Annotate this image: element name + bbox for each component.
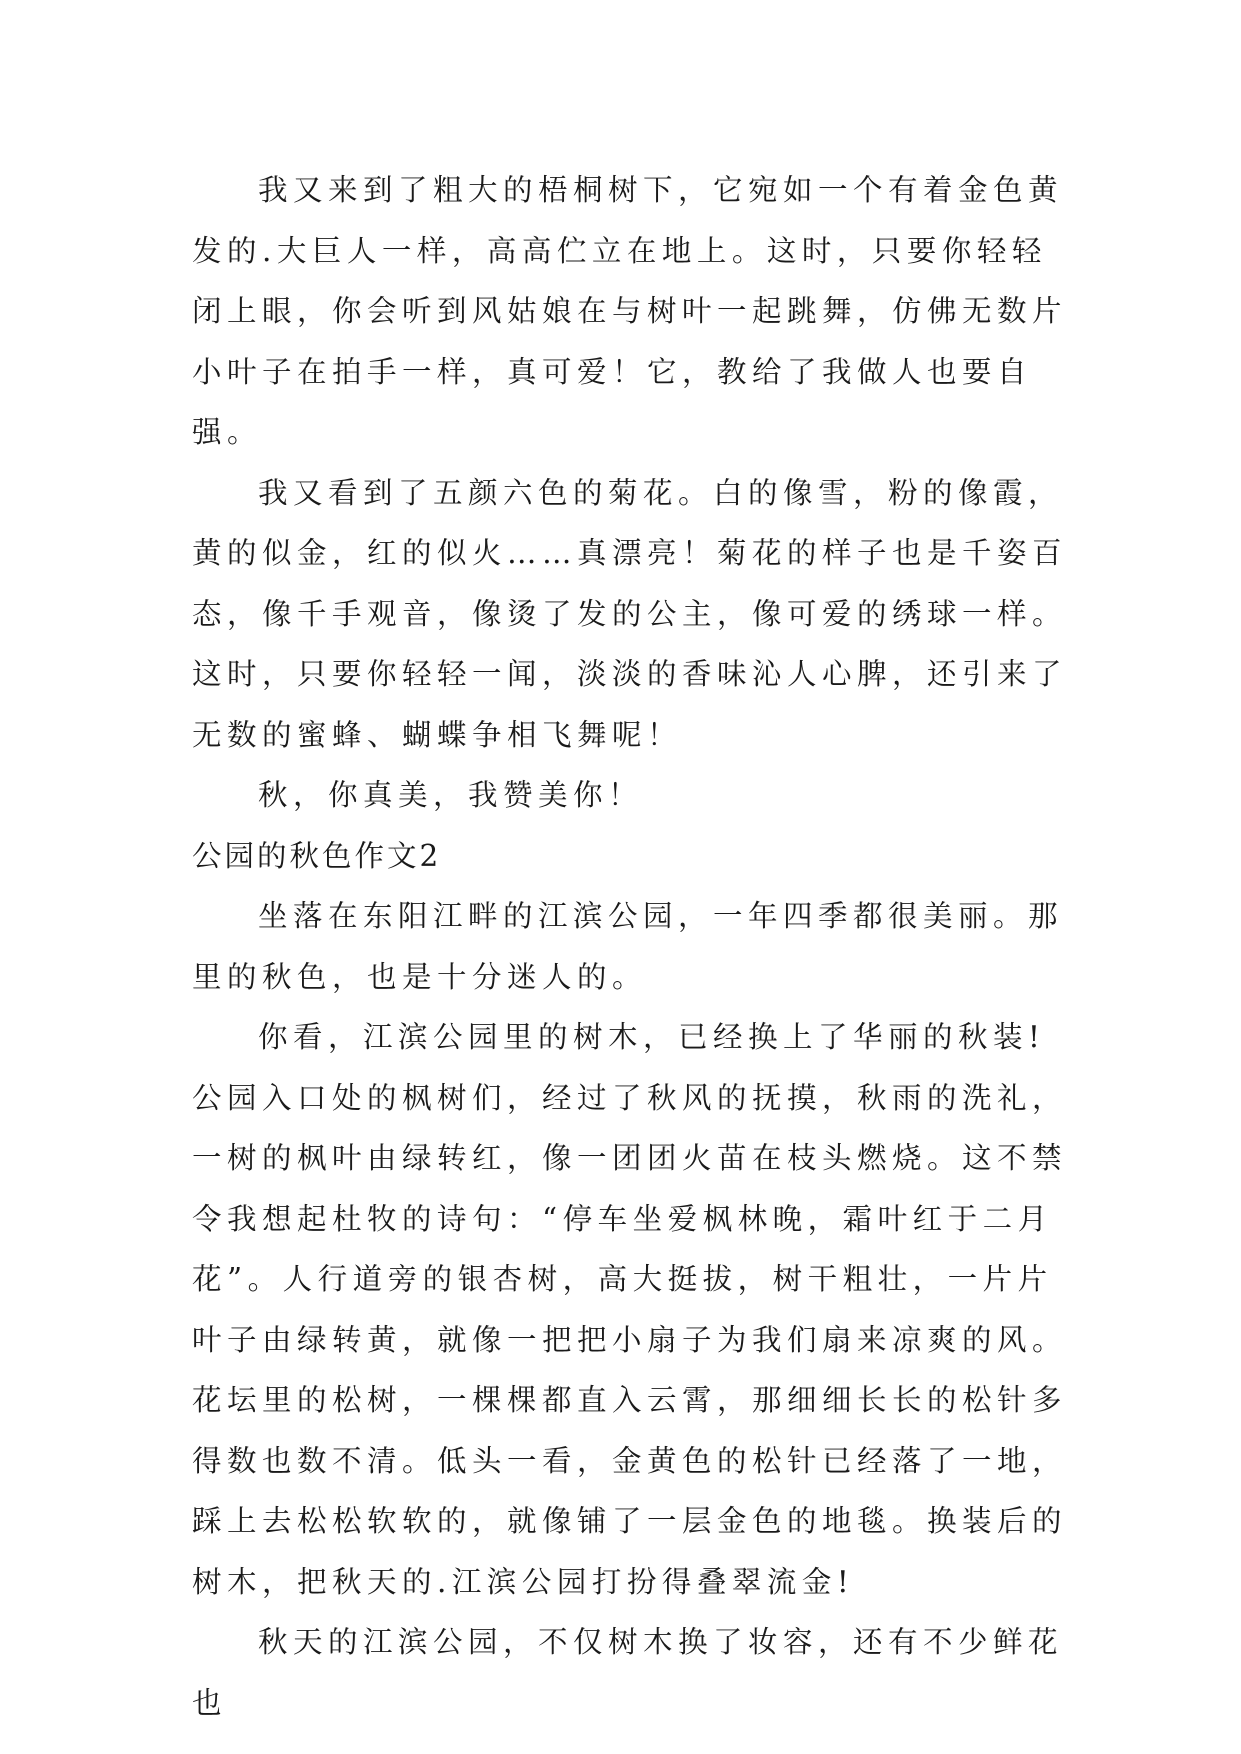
paragraph-flowers: 秋天的江滨公园，不仅树木换了妆容，还有不少鲜花也 bbox=[192, 1625, 1064, 1720]
paragraph-trees: 你看，江滨公园里的树木，已经换上了华丽的秋装!公园入口处的枫树们，经过了秋风的抚摸，秋雨的洗礼，一树的枫叶由绿转红，像一团团火苗在枝头燃烧。这不禁令我想起杜牧的诗句：“停车坐爱枫林晚，霜叶红于二月花”。人行道旁的银杏树，高大挺拔，树干粗壮，一片片叶子由绿转黄，就像一把把小扇子为我们扇来凉爽的风。花坛里的松树，一棵棵都直入云霄，那细细长长的松针多得数也数不清。低头一看，金黄色的松针已经落了一地，踩上去松松软软的，就像铺了一层金色的地毯。换装后的树木，把秋天的.江滨公园打扮得叠翠流金! bbox=[192, 1020, 1068, 1599]
section-title: 公园的秋色作文2 bbox=[192, 838, 442, 873]
paragraph-wutong-tree: 我又来到了粗大的梧桐树下，它宛如一个有着金色黄发的.大巨人一样，高高伫立在地上。这时，只要你轻轻闭上眼，你会听到风姑娘在与树叶一起跳舞，仿佛无数片小叶子在拍手一样，真可爱！它，教给了我做人也要自强。 bbox=[192, 173, 1068, 449]
paragraph-praise-autumn: 秋，你真美，我赞美你！ bbox=[258, 778, 644, 812]
document-body bbox=[192, 160, 1072, 1733]
paragraph-chrysanthemum: 我又看到了五颜六色的菊花。白的像雪，粉的像霞，黄的似金，红的似火……真漂亮！菊花的样子也是千姿百态，像千手观音，像烫了发的公主，像可爱的绣球一样。这时，只要你轻轻一闻，淡淡的香味沁人心脾，还引来了无数的蜜蜂、蝴蝶争相飞舞呢！ bbox=[192, 475, 1068, 752]
paragraph-jiangbin-park: 坐落在东阳江畔的江滨公园，一年四季都很美丽。那里的秋色，也是十分迷人的。 bbox=[192, 899, 1064, 994]
